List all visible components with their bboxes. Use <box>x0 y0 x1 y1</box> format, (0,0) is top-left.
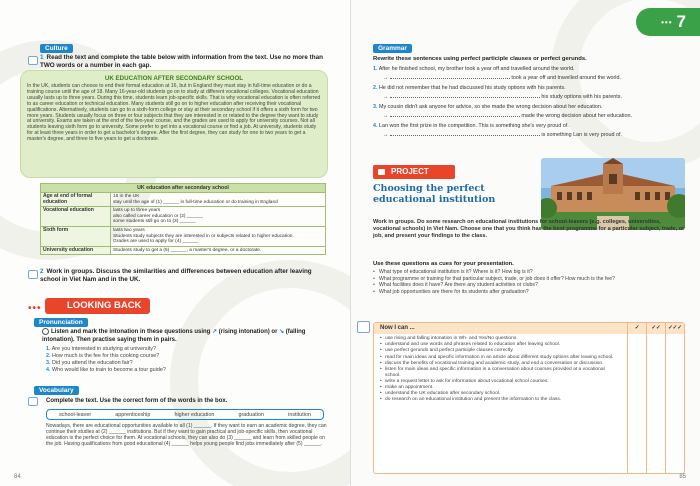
answer-line[interactable] <box>383 131 683 138</box>
reading-body: In the UK, students can choose to end their formal education at 16, but in England they must stay in full-time education or do a training course until the age of 18. Many 16-year-old students go on to study at different vocational colleges. Vocational education usually lasts up to three years. During this time, students learn job-specific skills. That is why vocational education is often referred to as career education or technical education. Many students still go on to higher education after receiving their vocational qualifications. Alternatively, students can go to a sixth-form college or stay at their secondary school if it offers a sixth form for two more years. Students usually focus on three or four subjects that they are interested in or related to the degree they want to study at university. Exams are taken at the end of the two-year course, and the grades are used to apply for university courses. Not all students leaving sixth form go to university. Some prefer to get into a vocational course or find a job. At university, students study for at least three years in order to get a bachelor's degree. After the first degree, they can study for one to two years to get a master's degree, and three to five years to get a doctorate. <box>27 83 321 143</box>
word-box-item: institution <box>288 411 311 418</box>
list-item: • What type of educational institution is it? Where is it? How big is it? <box>373 269 685 276</box>
check-three: ✓✓✓ <box>665 323 684 334</box>
question-2-text: Work in groups. Discuss the similarities and differences between education after leaving school in Viet Nam and in the UK. <box>40 268 312 283</box>
vocab-instruction: Complete the text. Use the correct form of the words in the box. <box>46 398 228 404</box>
arrow-icon: → <box>383 75 389 81</box>
item-number: 4. <box>46 367 51 373</box>
falling-intonation-icon: ↘ <box>279 329 285 336</box>
table-cell-line: 16 in the UK <box>113 194 140 199</box>
notebook-icon <box>28 270 38 279</box>
table-cell-line: Grades are used to apply for (4) ______ <box>113 239 199 245</box>
item-text: Who would like to train to become a tour guide? <box>52 367 166 373</box>
item-text: Are you interested in studying at university? <box>51 346 156 352</box>
item-sentence: After he finished school, my brother took a year off and travelled around the world. <box>378 66 575 72</box>
question-2 <box>40 268 330 284</box>
audio-icon[interactable] <box>42 328 49 335</box>
list-item: • do research on an educational institution and present the information to the class. <box>380 397 621 403</box>
item-sentence: My cousin didn't ask anyone for advice, so she made the wrong decision about her education. <box>379 104 603 110</box>
vocab-text: Nowadays, there are educational opportunities available to all (1) ______. If they want to earn an academic degree, they can continue their studies at (2) ______ institutions. But if they want to gain practical and job-specific skills, then vocational education is the perfect choice for them. At vocational schools, they can also do (3) ______ and learn from skilled people on the job. Having qualifications from good educational (4) ______ helps young people find jobs immediately after (5) ______. <box>46 423 327 448</box>
pron-instruction-a: Listen and mark the intonation in these questions using <box>51 329 211 336</box>
list-item: • understand the UK education after secondary school. <box>380 391 621 397</box>
pronunciation-label: Pronunciation <box>34 318 88 327</box>
list-item: • read for main ideas and specific information in an article about different study options after leaving school. <box>380 355 621 361</box>
list-item <box>46 353 326 360</box>
item-number: 3. <box>373 104 378 110</box>
arrow-icon: → <box>383 94 389 100</box>
table-row-label: Vocational education <box>41 207 111 227</box>
item-text: Did you attend the education fair? <box>52 360 133 366</box>
list-item: • use perfect gerunds and perfect participle clauses correctly. <box>380 348 621 354</box>
pronunciation-instruction <box>42 328 332 344</box>
item-number: 1. <box>46 346 51 352</box>
item-number: 3. <box>46 360 51 366</box>
page-number: 85 <box>679 474 686 480</box>
table-row <box>41 226 326 246</box>
question-1 <box>40 54 330 70</box>
table-row-label: Age at end of formal education <box>41 193 111 207</box>
education-table <box>40 183 326 255</box>
check-column[interactable] <box>665 334 684 473</box>
unit-tab <box>636 8 700 36</box>
answer-text: his study options with his parents. <box>541 94 622 100</box>
item-number: 1. <box>373 66 378 72</box>
arrow-icon: → <box>383 113 389 119</box>
table-row <box>41 193 326 207</box>
reading-title: UK EDUCATION AFTER SECONDARY SCHOOL <box>104 75 244 82</box>
now-i-can-table <box>373 322 685 474</box>
grammar-item <box>373 85 683 92</box>
unit-dots: ••• <box>661 17 673 27</box>
pencil-icon <box>357 321 370 333</box>
check-one: ✓ <box>627 323 646 334</box>
grammar-item <box>373 104 683 111</box>
looking-back-banner: LOOKING BACK <box>45 298 150 314</box>
project-instruction: Work in groups. Do some research on educational institutions for school-leavers (e.g. colleges, universities, vocational schools) in Viet Nam. Choose one that you think has the best programme for a particular subject, trade, or job, and present your findings to the class. <box>373 219 685 239</box>
table-cell-line: Students study subjects they are interested in or subjects related to higher education. <box>113 233 294 239</box>
list-item: • What facilities does it have? Are there any student activities or clubs? <box>373 282 685 289</box>
question-2-number: 2 <box>40 268 44 275</box>
table-cell-line: stay until the age of (1) ______ in full-time education or do training in England <box>113 199 278 205</box>
list-item: • listen for main ideas and specific information in a conversation about courses provided at a vocational school. <box>380 367 621 378</box>
item-number: 2. <box>373 85 378 91</box>
table-row-label: Sixth form <box>41 226 111 246</box>
list-item <box>46 367 326 374</box>
word-box-item: school-leaver <box>59 411 92 418</box>
rising-intonation-icon: ↗ <box>212 329 218 336</box>
grammar-item <box>373 66 683 73</box>
list-item: • discuss the benefits of vocational training and academic study, and end a conversation or discussion. <box>380 361 621 367</box>
grammar-item <box>373 123 683 130</box>
cues-list <box>373 269 685 295</box>
notebook-icon <box>28 56 38 65</box>
page-number: 84 <box>14 474 21 480</box>
arrow-icon: → <box>383 132 389 138</box>
unit-number: 7 <box>676 12 686 31</box>
list-item <box>46 360 326 367</box>
word-box-item: higher education <box>174 411 215 418</box>
check-column[interactable] <box>646 334 665 473</box>
now-i-can-header <box>374 323 684 334</box>
now-i-can-title: Now I can ... <box>380 325 415 331</box>
question-1-number: 1 <box>40 54 44 61</box>
pron-rising: (rising intonation) <box>218 329 270 336</box>
word-box-item: apprenticeship <box>115 411 151 418</box>
list-item: • What job opportunities are there for its students after graduation? <box>373 289 685 296</box>
item-text: How much is the fee for this cooking course? <box>52 353 160 359</box>
table-cell-line: lasts two years <box>113 227 145 233</box>
pronunciation-list <box>46 346 326 374</box>
now-i-can-list <box>374 334 627 473</box>
item-sentence: Lan won the first prize in the competition. This is something she's very proud of. <box>379 123 569 129</box>
table-cell-line: Students study to get a (5) ______, a master's degree, or a doctorate. <box>113 247 262 253</box>
grammar-label: Grammar <box>373 44 412 53</box>
table-cell-line: lasts up to three years <box>113 208 161 214</box>
list-item: • write a request letter to ask for information about vocational school courses. <box>380 379 621 385</box>
table-cell-line: some students still go on to (3) ______ <box>113 219 196 225</box>
answer-line[interactable] <box>383 93 683 100</box>
table-row-label: University education <box>41 246 111 255</box>
list-item: • understand and use words and phrases related to education after leaving school. <box>380 342 621 348</box>
answer-text: is something Lan is very proud of. <box>541 132 622 138</box>
table-heading: UK education after secondary school <box>41 184 326 193</box>
culture-label: Culture <box>40 44 73 53</box>
table-row <box>41 207 326 227</box>
reading-text-card <box>20 70 328 178</box>
grammar-instruction: Rewrite these sentences using perfect participle clauses or perfect gerunds. <box>373 56 587 62</box>
vocabulary-label: Vocabulary <box>34 386 79 395</box>
item-number: 2. <box>46 353 51 359</box>
cues-heading: Use these questions as cues for your presentation. <box>373 261 514 267</box>
list-item <box>46 346 326 353</box>
right-page <box>350 0 700 486</box>
now-i-can-body <box>374 334 684 473</box>
project-title: Choosing the perfect educational institution <box>373 183 496 205</box>
item-sentence: He did not remember that he had discussed his study options with his parents. <box>379 85 566 91</box>
looking-back-dots: ••• <box>28 303 42 314</box>
pron-falling: (falling intonation). Then practise saying them in pairs. <box>42 329 306 344</box>
answer-text: took a year off and travelled around the world. <box>511 75 621 81</box>
list-item: • use rising and falling intonation in Wh- and Yes/No questions. <box>380 336 621 342</box>
list-item: • make an appointment. <box>380 385 621 391</box>
item-number: 4. <box>373 123 378 129</box>
check-two: ✓✓ <box>646 323 665 334</box>
question-1-text: Read the text and complete the table below with information from the text. Use no more than TWO words or a number in each gap. <box>40 54 323 69</box>
answer-line[interactable] <box>383 74 683 81</box>
table-row <box>41 246 326 255</box>
word-box-item: graduation <box>238 411 264 418</box>
notebook-icon <box>28 397 38 406</box>
table-cell-line: also called career education or (2) ______ <box>113 213 203 219</box>
answer-text: made the wrong decision about her education. <box>521 113 632 119</box>
word-box <box>46 409 324 420</box>
pron-or: or <box>271 329 278 336</box>
list-item: • What programme or training for that particular subject, trade, or job does it offer? How much is the fee? <box>373 276 685 283</box>
check-column[interactable] <box>627 334 646 473</box>
project-tag: PROJECT <box>373 165 455 179</box>
answer-line[interactable] <box>383 112 683 119</box>
